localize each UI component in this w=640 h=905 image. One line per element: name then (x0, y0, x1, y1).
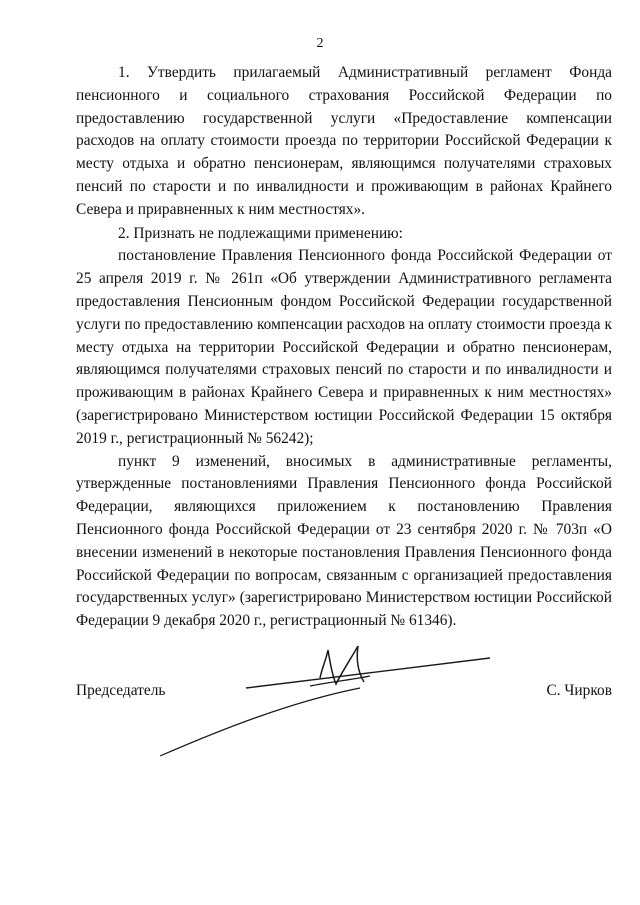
paragraph-approve-regulation: 1. Утвердить прилагаемый Административный регламент Фонда пенсионного и социального страхования Российской Федерации по предоставлению государственной услуги «Предоставление компенсации расходов на оплату стоимости проезда по территории Российской Федерации к месту отдыха и обратно пенсионерам, являющимся получателями страховых пенсий по старости и по инвалидности и проживающим в районах Крайнего Севера и приравненных к ним местностях». (76, 64, 612, 218)
signer-position: Председатель (76, 682, 166, 699)
signer-name: С. Чирков (546, 682, 612, 699)
paragraph-repeal-heading: 2. Признать не подлежащими применению: (118, 224, 403, 242)
page-number: 2 (316, 36, 324, 51)
paragraph-repealed-item: пункт 9 изменений, вносимых в административные регламенты, утвержденные постановлениями Правления Пенсионного фонда Российской Федерации, являющихся приложением к постановлению Правления Пенсионного фонда Российской Федерации от 23 сентября 2020 г. № 703п «О внесении изменений в некоторые постановления Правления Пенсионного фонда Российской Федерации по вопросам, связанным с организацией предоставления государственных услуг» (зарегистрировано Министерством юстиции Российской Федерации 9 декабря 2020 г., регистрационный № 61346). (76, 452, 612, 630)
document-body (76, 62, 612, 633)
handwritten-signature (160, 638, 490, 768)
paragraph-repealed-resolution: постановление Правления Пенсионного фонда Российской Федерации от 25 апреля 2019 г. № 261п «Об утверждении Административного регламента предоставления Пенсионным фондом Российской Федерации государственной услуги по предоставлению компенсации расходов на оплату стоимости проезда к месту отдыха на территории Российской Федерации и обратно пенсионерам, являющимся получателями страховых пенсий по старости и по инвалидности и проживающим в районах Крайнего Севера и приравненных к ним местностях» (зарегистрировано Министерством юстиции Российской Федерации 15 октября 2019 г., регистрационный № 56242); (76, 247, 612, 447)
